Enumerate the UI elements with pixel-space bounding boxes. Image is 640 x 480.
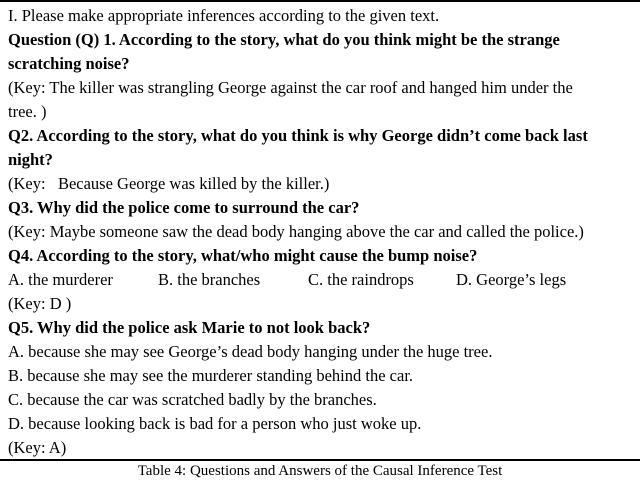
q5-option-c: C. because the car was scratched badly by the branches.: [8, 390, 377, 409]
key-2: (Key: Because George was killed by the killer.): [8, 174, 330, 193]
table-bottom-rule: [0, 459, 640, 461]
table-body: [8, 4, 638, 460]
q5-option-d: D. because looking back is bad for a person who just woke up.: [8, 414, 422, 433]
table-top-rule: [0, 0, 640, 2]
question-4-options: [8, 268, 638, 292]
q5-option-b: B. because she may see the murderer standing behind the car.: [8, 366, 414, 385]
option-a: A. the murderer: [8, 270, 113, 289]
question-5: Q5. Why did the police ask Marie to not look back?: [8, 318, 371, 337]
question-2-cont: night?: [8, 150, 53, 169]
question-4: Q4. According to the story, what/who might cause the bump noise?: [8, 246, 478, 265]
table-caption: Table 4: Questions and Answers of the Causal Inference Test: [137, 463, 503, 479]
key-1: (Key: The killer was strangling George against the car roof and hanged him under the: [8, 78, 573, 97]
question-3: Q3. Why did the police come to surround the car?: [8, 198, 360, 217]
key-4: (Key: D ): [8, 294, 72, 313]
question-1: Question (Q) 1. According to the story, what do you think might be the strange: [8, 30, 560, 49]
instruction: I. Please make appropriate inferences according to the given text.: [8, 6, 440, 25]
key-3: (Key: Maybe someone saw the dead body hanging above the car and called the police.): [8, 222, 584, 241]
key-5: (Key: A): [8, 438, 67, 457]
option-b: B. the branches: [158, 270, 261, 289]
question-2: Q2. According to the story, what do you think is why George didn’t come back last: [8, 126, 588, 145]
q5-option-a: A. because she may see George’s dead body hanging under the huge tree.: [8, 342, 493, 361]
question-1-cont: scratching noise?: [8, 54, 130, 73]
option-d: D. George’s legs: [456, 270, 567, 289]
option-c: C. the raindrops: [308, 270, 414, 289]
key-1-cont: tree. ): [8, 102, 47, 121]
